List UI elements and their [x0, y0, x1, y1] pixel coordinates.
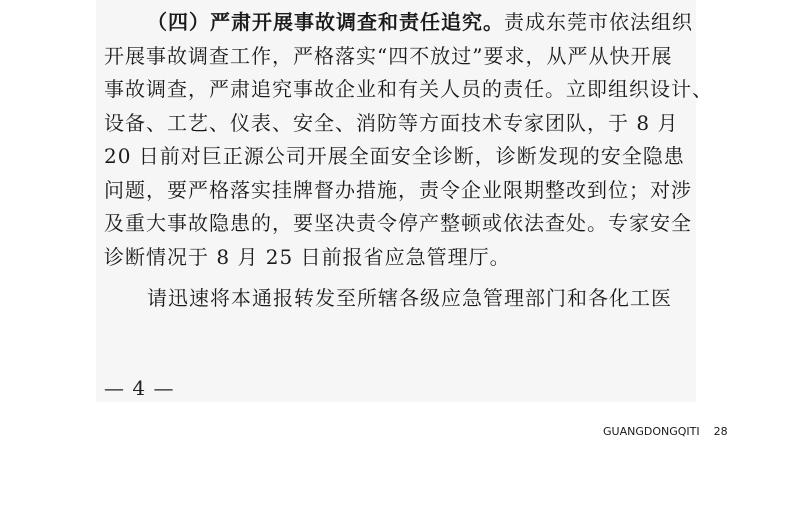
footer-source: GUANGDONGQITI — [603, 425, 700, 438]
paragraph-line: 请迅速将本通报转发至所辖各级应急管理部门和各化工医 — [147, 286, 672, 310]
section-heading: （四）严肃开展事故调查和责任追究。 — [147, 10, 504, 34]
paragraph-line: 20 日前对巨正源公司开展全面安全诊断，诊断发现的安全隐患 — [104, 144, 685, 168]
paragraph-line — [104, 6, 693, 40]
paragraph-line: 开展事故调查工作，严格落实“四不放过”要求，从严从快开展 — [104, 43, 673, 68]
paragraph-line: 问题，要严格落实挂牌督办措施，责令企业限期整改到位；对涉 — [104, 177, 692, 202]
paragraph-gap — [104, 274, 689, 282]
paragraph-line: 诊断情况于 8 月 25 日前报省应急管理厅。 — [104, 244, 511, 269]
footer-caption — [603, 425, 728, 438]
document-body — [104, 6, 713, 316]
footer-page: 28 — [713, 425, 728, 438]
paragraph-text: 责成东莞市依法组织 — [504, 10, 693, 34]
paragraph-line: 设备、工艺、仪表、安全、消防等方面技术专家团队，于 8 月 — [104, 110, 679, 135]
paragraph-line: 事故调查，严肃追究事故企业和有关人员的责任。立即组织设计、 — [104, 77, 713, 101]
paragraph-line: 及重大事故隐患的，要坚决责令停产整顿或依法查处。专家安全 — [104, 211, 692, 235]
page-number: — 4 — — [104, 376, 175, 400]
